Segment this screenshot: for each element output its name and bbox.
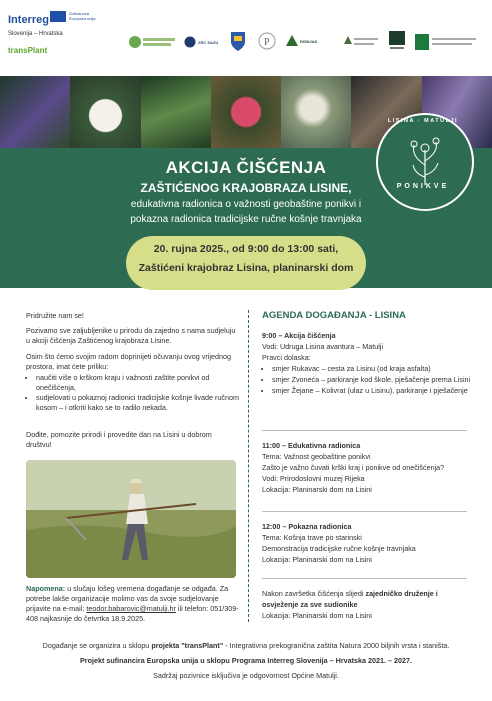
partner-logo-park	[340, 32, 380, 52]
event-title: AKCIJA ČIŠĆENJA	[165, 158, 327, 177]
partner-logo-1	[127, 32, 177, 52]
footer-line1a: Događanje se organizira u sklopu	[42, 641, 152, 650]
partner-logo-zrc	[184, 32, 224, 52]
agenda-time-cleanup: 9:00 – Akcija čišćenja	[262, 331, 336, 340]
column-divider	[248, 310, 250, 622]
description-line-1: edukativna radionica o važnosti geobaštine ponikvi i	[130, 199, 362, 210]
iris-photo	[0, 76, 70, 148]
intro-bullet-2: • sudjelovati u pokaznoj radionici tradicijske košnje livade ručnom kosom – i otkriti kako se to radilo nekada.	[36, 393, 239, 413]
agenda-lead-education: Vodi: Prirodoslovni muzej Rijeka	[262, 474, 365, 483]
white-star-photo	[281, 76, 351, 148]
agenda-block-cleanup	[262, 330, 472, 396]
description-line-2: pokazna radionica tradicijske ručne košnje travnjaka	[130, 214, 362, 225]
footer-line1c: - Integrativna prekogranična zaštita Natura 2000 biljnih vrsta i staništa.	[223, 641, 450, 650]
event-date-time: 20. rujna 2025., od 9:00 do 13:00 sati,	[153, 243, 339, 255]
note-text-2: ili telefon: 051/309-408 najkasnije do četvrtka 18.9.2025.	[26, 604, 239, 623]
route-rukavac: • smjer Rukavac – cesta za Lisinu (od kraja asfalta)	[272, 363, 472, 374]
agenda-separator-3	[262, 578, 467, 579]
intro-bullet-1: • naučiti više o krškom kraju i važnosti zaštite ponikvi od onečišćenja,	[36, 373, 239, 393]
agenda-separator-2	[262, 511, 467, 512]
footer-disclaimer: Sadržaj pozivnice isključiva je odgovornost Općine Matulji.	[153, 671, 339, 680]
intro-invite: Pozivamo sve zaljubljenike u prirodu da zajedno s nama sudjeluju u akciji čišćenja Zaštićenog krajobraza Lisine.	[26, 326, 236, 345]
agenda-location-education: Lokacija: Planinarski dom na Lisini	[262, 485, 372, 494]
green-leaf-photo	[141, 76, 211, 148]
weather-note	[26, 584, 239, 624]
risnjak-tree-icon	[286, 35, 298, 47]
eu-line-2: Europska unija	[69, 16, 96, 21]
park-logo-icon	[340, 32, 380, 52]
eu-cofinanced-text	[69, 11, 99, 21]
eu-line-1: Sufinancira	[69, 11, 90, 16]
plant-illustration-icon	[378, 115, 472, 209]
after-bold-text: zajedničko druženje i osvježenje za sve sudionike	[262, 589, 438, 609]
agenda-block-after	[262, 588, 472, 621]
footer-project-line	[0, 640, 492, 651]
agenda-location-demo: Lokacija: Planinarski dom na Lisini	[262, 555, 372, 564]
agenda-location-after: Lokacija: Planinarski dom na Lisini	[262, 611, 372, 620]
agenda-title: AGENDA DOGAĐANJA - LISINA	[262, 310, 406, 321]
agenda-block-education	[262, 440, 472, 495]
transplant-logo: transPlant	[8, 46, 48, 55]
intro-greeting: Pridružite nam se!	[26, 311, 84, 320]
intro-lead: Osim što ćemo svojim radom doprinijeti očuvanju ovog vrijednog prostora, imat ćete priliku:	[26, 352, 231, 371]
intro-bullets	[26, 373, 239, 413]
coat-of-arms-icon	[229, 30, 247, 52]
green-institute-icon	[415, 32, 477, 52]
svg-text:P: P	[264, 37, 270, 48]
agenda-topic-demo: Tema: Košnja trave po starinski	[262, 533, 362, 542]
dark-leaf-icon	[388, 30, 406, 52]
footer-funding-line: Projekt sufinancira Europska unija u sklopu Programa Interreg Slovenija – Hrvatska 2021. – 2027.	[80, 656, 412, 665]
agenda-time-demo: 12:00 – Pokazna radionica	[262, 522, 352, 531]
contact-email-link[interactable]: teodor.babarovic@matulji.hr	[86, 604, 176, 613]
agenda-question-education: Zašto je važno čuvati krški kraj i ponikve od onečišćenja?	[262, 463, 445, 472]
partner-logo-crest	[229, 30, 247, 52]
programme-name: Slovenija – Hrvatska	[8, 31, 63, 37]
p-emblem-icon	[258, 31, 276, 51]
footer-project-name: projekta "transPlant"	[151, 641, 224, 650]
partner-label-zrc: ZRC SAZU	[198, 40, 219, 45]
zrc-emblem-icon	[184, 36, 196, 48]
partner-logo-risnjak	[286, 32, 326, 52]
agenda-topic-education: Tema: Važnost geobaštine ponikvi	[262, 452, 371, 461]
agenda-time-education: 11:00 – Edukativna radionica	[262, 441, 361, 450]
partner-label-risnjak: RISNJAK	[300, 39, 318, 44]
partner-logo-green	[415, 32, 477, 52]
scything-farmer-photo	[26, 460, 236, 578]
note-text: u slučaju lošeg vremena događanje se odgađa. Za potrebe lakše organizacije molimo vas da svoje sudjelovanje prijavite na e-mail:	[26, 584, 229, 613]
event-subtitle: ZAŠTIĆENOG KRAJOBRAZA LISINE,	[140, 181, 352, 195]
partner-logo-leaf	[388, 30, 406, 52]
route-zvoneca: • smjer Zvoneća – parkiranje kod škole, pješačenje prema Lisini	[272, 374, 472, 385]
peony-photo	[211, 76, 281, 148]
intro-closing: Dođite, pomozite prirodi i provedite dan na Lisini u dobrom društvu!	[26, 430, 212, 449]
after-text: Nakon završetka čišćenja slijedi	[262, 589, 366, 598]
note-label: Napomena:	[26, 584, 66, 593]
eu-flag-icon	[50, 11, 66, 22]
route-list	[262, 363, 472, 396]
agenda-lead-cleanup: Vodi: Udruga Lisina avantura – Matulji	[262, 342, 384, 351]
lisina-badge	[376, 113, 474, 211]
leaf-logo-icon	[127, 32, 177, 52]
badge-bottom-text: PONIKVE	[396, 183, 450, 190]
partner-logo-p	[258, 31, 276, 53]
badge-top-text: LISINA · MATULJI	[387, 118, 459, 124]
agenda-directions-label: Pravci dolaska:	[262, 353, 311, 362]
white-flower-photo	[70, 76, 140, 148]
agenda-block-demo	[262, 521, 472, 565]
agenda-after-text	[262, 588, 472, 610]
route-zejane: • smjer Žejane – Kolivrat (ulaz u Lisinu), parkiranje i pješačenje	[272, 385, 472, 396]
agenda-demo-description: Demonstracija tradicijske ručne košnje travnjaka	[262, 544, 416, 553]
agenda-separator-1	[262, 430, 467, 431]
interreg-logo: Interreg	[8, 14, 49, 26]
farmer-illustration-icon	[26, 460, 236, 578]
event-location: Zaštićeni krajobraz Lisina, planinarski dom	[138, 262, 354, 274]
